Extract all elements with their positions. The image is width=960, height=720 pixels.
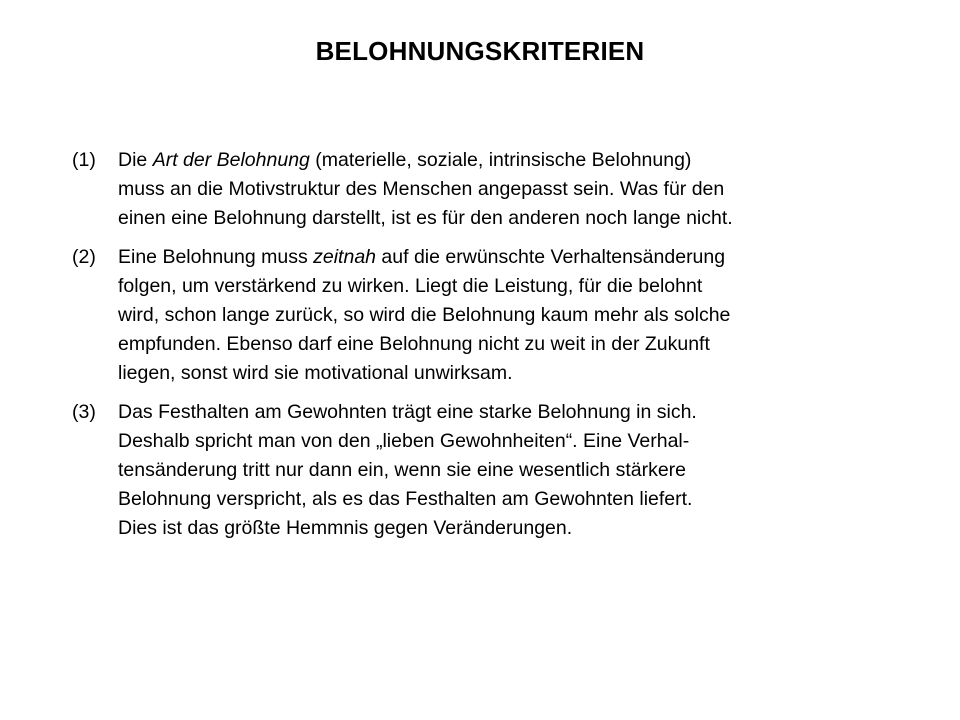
text-line: Deshalb spricht man von den „lieben Gewohnheiten“. Eine Verhal- xyxy=(118,430,690,452)
criterion-item-2 xyxy=(72,243,892,388)
criterion-text xyxy=(118,243,892,388)
page-title: BELOHNUNGSKRITERIEN xyxy=(315,36,645,66)
criterion-number: (1) xyxy=(72,149,96,171)
criterion-text xyxy=(118,146,892,233)
text-line: folgen, um verstärkend zu wirken. Liegt die Leistung, für die belohnt xyxy=(118,275,703,297)
text-line: Dies ist das größte Hemmnis gegen Veränderungen. xyxy=(118,517,573,539)
text-line: Eine Belohnung muss zeitnah auf die erwünschte Verhaltensänderung xyxy=(118,246,726,268)
text-line: einen eine Belohnung darstellt, ist es für den anderen noch lange nicht. xyxy=(118,207,733,229)
criterion-text xyxy=(118,398,892,543)
text-line: Belohnung verspricht, als es das Festhalten am Gewohnten liefert. xyxy=(118,488,693,510)
criterion-item-1 xyxy=(72,146,892,233)
criterion-number: (3) xyxy=(72,401,96,423)
text-line: Die Art der Belohnung (materielle, soziale, intrinsische Belohnung) xyxy=(118,149,692,171)
emphasis: Art der Belohnung xyxy=(152,149,310,171)
criterion-number: (2) xyxy=(72,246,96,268)
text-line: liegen, sonst wird sie motivational unwirksam. xyxy=(118,362,513,384)
text-line: muss an die Motivstruktur des Menschen angepasst sein. Was für den xyxy=(118,178,725,200)
text-line: Das Festhalten am Gewohnten trägt eine starke Belohnung in sich. xyxy=(118,401,697,423)
criterion-item-3 xyxy=(72,398,892,543)
text-line: wird, schon lange zurück, so wird die Belohnung kaum mehr als solche xyxy=(118,304,731,326)
emphasis: zeitnah xyxy=(313,246,377,268)
text-line: empfunden. Ebenso darf eine Belohnung nicht zu weit in der Zukunft xyxy=(118,333,710,355)
criteria-list xyxy=(72,146,892,553)
text-line: tensänderung tritt nur dann ein, wenn sie eine wesentlich stärkere xyxy=(118,459,687,481)
